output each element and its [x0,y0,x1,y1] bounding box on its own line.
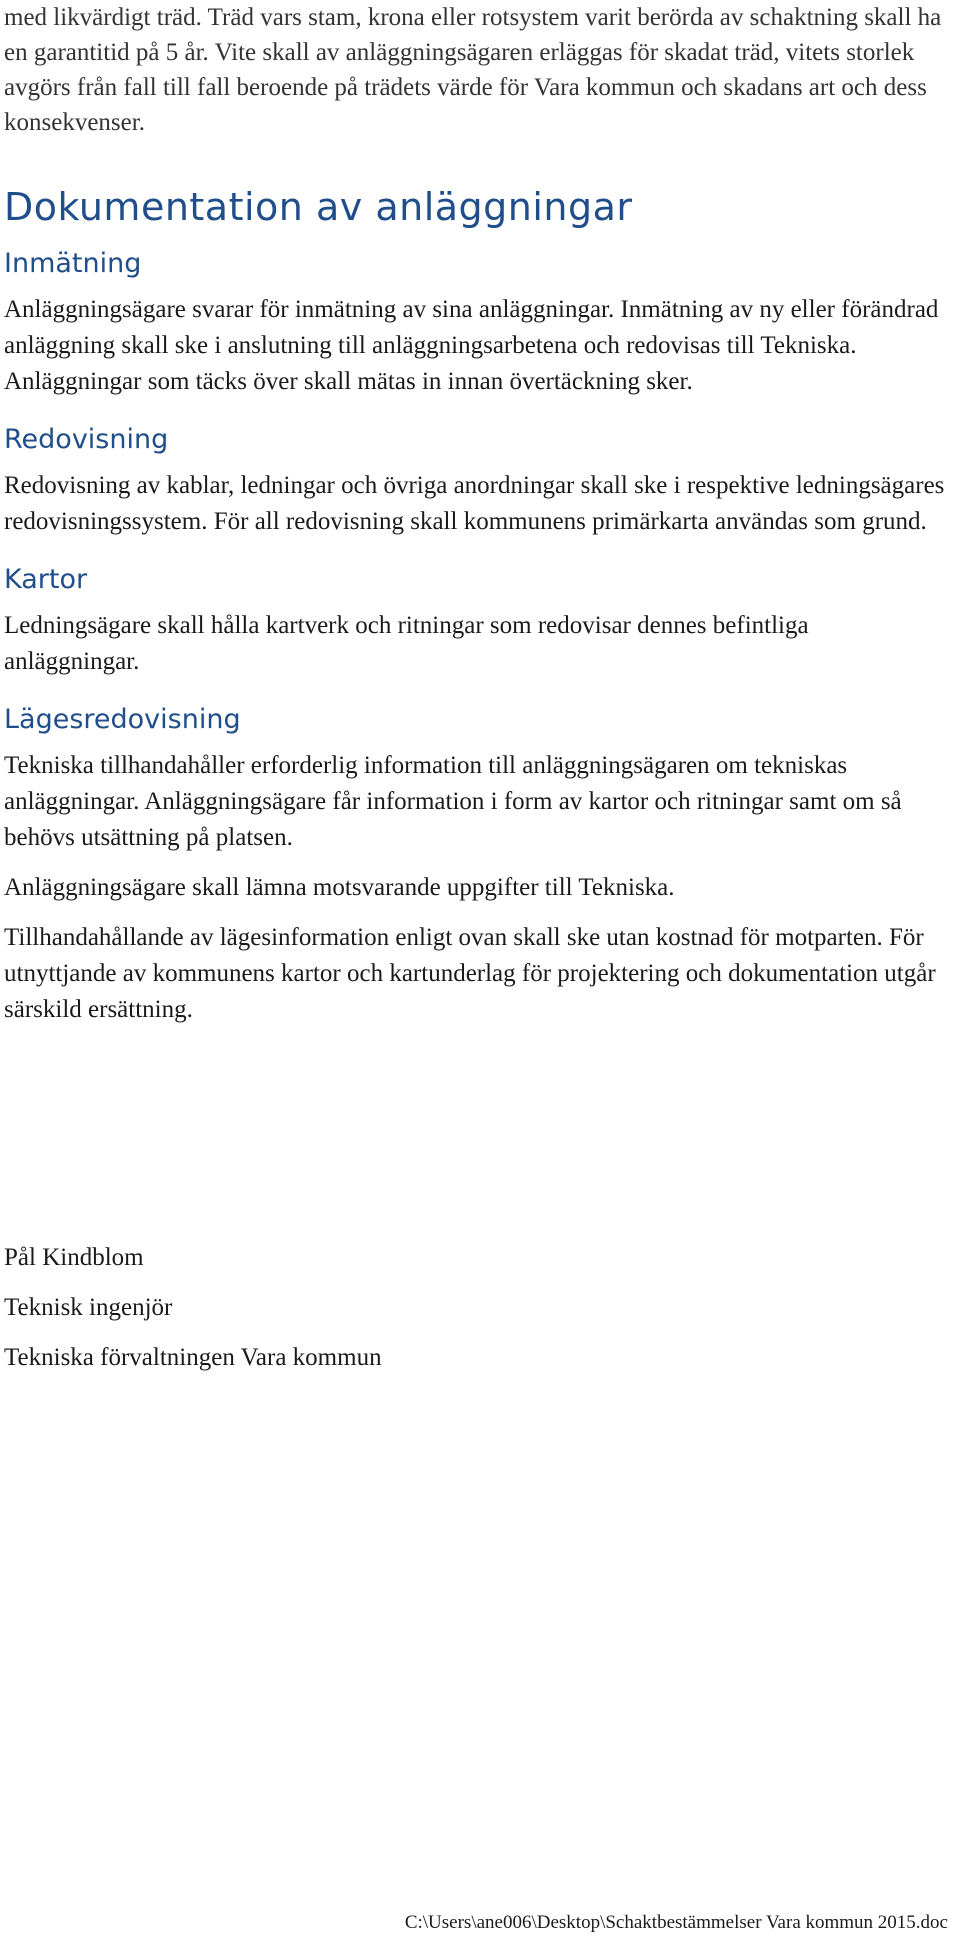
paragraph-inmatning: Anläggningsägare svarar för inmätning av sina anläggningar. Inmätning av ny eller förändrad anläggning skall ske i anslutning till anläggningsarbetena och redovisas till Tekniska. Anläggningar som täcks över skall mätas in innan övertäckning sker. [4,296,939,395]
footer-file-path: C:\Users\ane006\Desktop\Schaktbestämmelser Vara kommun 2015.doc [404,1912,948,1933]
signature-block [4,1240,946,1376]
signature-organization: Tekniska förvaltningen Vara kommun [4,1344,382,1371]
subheading-redovisning: Redovisning [4,424,169,455]
signature-name: Pål Kindblom [4,1244,144,1271]
subheading-inmatning: Inmätning [4,248,142,279]
paragraph-lagesredovisning-3: Tillhandahållande av lägesinformation enligt ovan skall ske utan kostnad för motparten. För utnyttjande av kommunens kartor och kartunderlag för projektering och dokumentation utgår särskild ersättning. [4,924,936,1023]
paragraph-lagesredovisning-1: Tekniska tillhandahåller erforderlig information till anläggningsägaren om tekniskas anläggningar. Anläggningsägare får information i form av kartor och ritningar samt om så behövs utsättning på platsen. [4,752,902,851]
paragraph-kartor: Ledningsägare skall hålla kartverk och ritningar som redovisar dennes befintliga anläggningar. [4,612,809,675]
section-inmatning [4,246,946,400]
section-heading: Dokumentation av anläggningar [4,185,633,229]
subheading-lagesredovisning: Lägesredovisning [4,704,241,735]
subheading-kartor: Kartor [4,564,88,595]
section-lagesredovisning [4,702,946,1028]
paragraph-lagesredovisning-2: Anläggningsägare skall lämna motsvarande uppgifter till Tekniska. [4,874,675,901]
intro-paragraph: med likvärdigt träd. Träd vars stam, krona eller rotsystem varit berörda av schaktning skall ha en garantitid på 5 år. Vite skall av anläggningsägaren erläggas för skadat träd, vitets storlek avgörs från fall till fall beroende på trädets värde för Vara kommun och skadans art och dess konsekvenser. [4,4,942,136]
section-kartor [4,562,946,680]
section-redovisning [4,422,946,540]
paragraph-redovisning: Redovisning av kablar, ledningar och övriga anordningar skall ske i respektive ledningsägares redovisningssystem. För all redovisning skall kommunens primärkarta användas som grund. [4,472,945,535]
signature-title: Teknisk ingenjör [4,1294,173,1321]
